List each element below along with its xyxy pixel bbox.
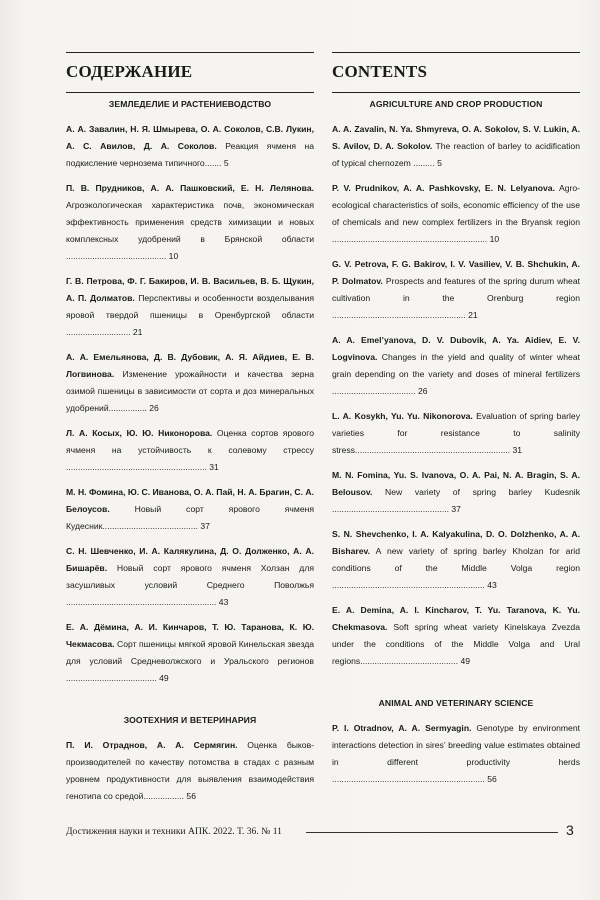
heading-rule [332, 92, 580, 93]
contents-heading-en: CONTENTS [332, 62, 428, 81]
toc-entry[interactable]: P. V. Prudnikov, A. A. Pashkovsky, E. N. Lelyanova. Agro-ecological characteristics of soils, economic efficiency of the use of chemicals and new complex fertilizers in the Bryansk region ................................................................. 10 [332, 183, 580, 244]
toc-entry[interactable]: A. A. Zavalin, N. Ya. Shmyreva, O. A. Sokolov, S. V. Lukin, A. S. Avilov, D. A. Sokolov. The reaction of barley to acidification of typical chernozem ......... 5 [332, 124, 580, 168]
toc-entry[interactable]: А. А. Емельянова, Д. В. Дубовик, А. Я. Айдиев, Е. В. Логвинова. Изменение урожайности и качества зерна озимой пшеницы в зависимости от сорта и доз минеральных удобрений................ 26 [66, 352, 314, 413]
toc-entry[interactable]: Л. А. Косых, Ю. Ю. Никонорова. Оценка сортов ярового ячменя на устойчивость к солевому стрессу ........................................................... 31 [66, 428, 314, 472]
toc-entry[interactable]: Г. В. Петрова, Ф. Г. Бакиров, И. В. Васильев, В. Б. Щукин, А. П. Долматов. Перспективы и особенности возделывания яровой твердой пшеницы в Оренбургской области ........................... 21 [66, 276, 314, 337]
toc-entry[interactable]: S. N. Shevchenko, I. A. Kalyakulina, D. O. Dolzhenko, A. A. Bisharev. A new variety of spring barley Kholzan for arid conditions of the Middle Volga region ................................................................ 43 [332, 529, 580, 590]
toc-entry[interactable]: М. Н. Фомина, Ю. С. Иванова, О. А. Пай, Н. А. Брагин, С. А. Белоусов. Новый сорт ярового ячменя Кудесник........................................ 37 [66, 487, 314, 531]
top-rule [332, 52, 580, 53]
journal-footer: Достижения науки и техники АПК. 2022. Т. 36. № 11 [66, 826, 282, 837]
toc-entry[interactable]: E. A. Demina, A. I. Kincharov, T. Yu. Taranova, K. Yu. Chekmasova. Soft spring wheat variety Kinelskaya Zvezda under the conditions of the Middle Volga and Ural regions......................................... 49 [332, 605, 580, 666]
toc-entry[interactable]: L. A. Kosykh, Yu. Yu. Nikonorova. Evaluation of spring barley varieties for resistance to salinity stress................................................................. 31 [332, 411, 581, 455]
section-title-agriculture-en: AGRICULTURE AND CROP PRODUCTION [369, 99, 543, 109]
toc-entry[interactable]: С. Н. Шевченко, И. А. Калякулина, Д. О. Долженко, А. А. Бишарёв. Новый сорт ярового ячменя Холзан для засушливых условий Среднего Поволжья ............................................................... 43 [66, 546, 314, 607]
heading-rule [66, 92, 314, 93]
contents-column-ru [66, 52, 314, 813]
section-title-animal-en: ANIMAL AND VETERINARY SCIENCE [378, 698, 534, 708]
toc-entry[interactable]: M. N. Fomina, Yu. S. Ivanova, O. A. Pai, N. A. Bragin, S. A. Belousov. New variety of spring barley Kudesnik ................................................. 37 [332, 470, 580, 514]
toc-entry[interactable]: G. V. Petrova, F. G. Bakirov, I. V. Vasiliev, V. B. Shchukin, A. P. Dolmatov. Prospects and features of the spring durum wheat cultivation in the Orenburg region ........................................................ 21 [332, 259, 580, 320]
section-title-animal-ru: ЗООТЕХНИЯ И ВЕТЕРИНАРИЯ [123, 715, 257, 725]
section-title-agriculture-ru: ЗЕМЛЕДЕЛИЕ И РАСТЕНИЕВОДСТВО [108, 99, 272, 109]
toc-entry[interactable]: П. В. Прудников, А. А. Пашковский, Е. Н. Лелянова. Агроэкологическая характеристика почв, экономическая эффективность применения средств химизации и новых комплексных удобрений в Брянской области .......................................... 10 [66, 183, 314, 261]
toc-entry[interactable]: П. И. Отраднов, А. А. Сермягин. Оценка быков-производителей по качеству потомства в стадах с разным уровнем продуктивности для выявления взаимодействия генотипа со средой................. 56 [66, 740, 314, 801]
contents-column-en [332, 52, 580, 796]
footer-rule [306, 832, 558, 833]
page-number: 3 [566, 822, 574, 838]
toc-entry[interactable]: А. А. Завалин, Н. Я. Шмырева, О. А. Соколов, С.В. Лукин, А. С. Авилов, Д. А. Соколов. Реакция ячменя на подкисление чернозема типичного....... 5 [66, 124, 314, 168]
contents-heading-ru: СОДЕРЖАНИЕ [66, 62, 193, 81]
top-rule [66, 52, 314, 53]
toc-entry[interactable]: Е. А. Дёмина, А. И. Кинчаров, Т. Ю. Таранова, К. Ю. Чекмасова. Сорт пшеницы мягкой яровой Кинельская звезда для условий Средневолжского и Уральского регионов ...................................... 49 [66, 622, 314, 683]
toc-entry[interactable]: A. A. Emel’yanova, D. V. Dubovik, A. Ya. Aidiev, E. V. Logvinova. Changes in the yield and quality of winter wheat grain depending on the variety and doses of mineral fertilizers ................................... 26 [332, 335, 580, 396]
toc-entry[interactable]: P. I. Otradnov, A. A. Sermyagin. Genotype by environment interactions detection in sires’ breeding value estimates obtained in different productivity herds ................................................................ 56 [332, 723, 580, 784]
